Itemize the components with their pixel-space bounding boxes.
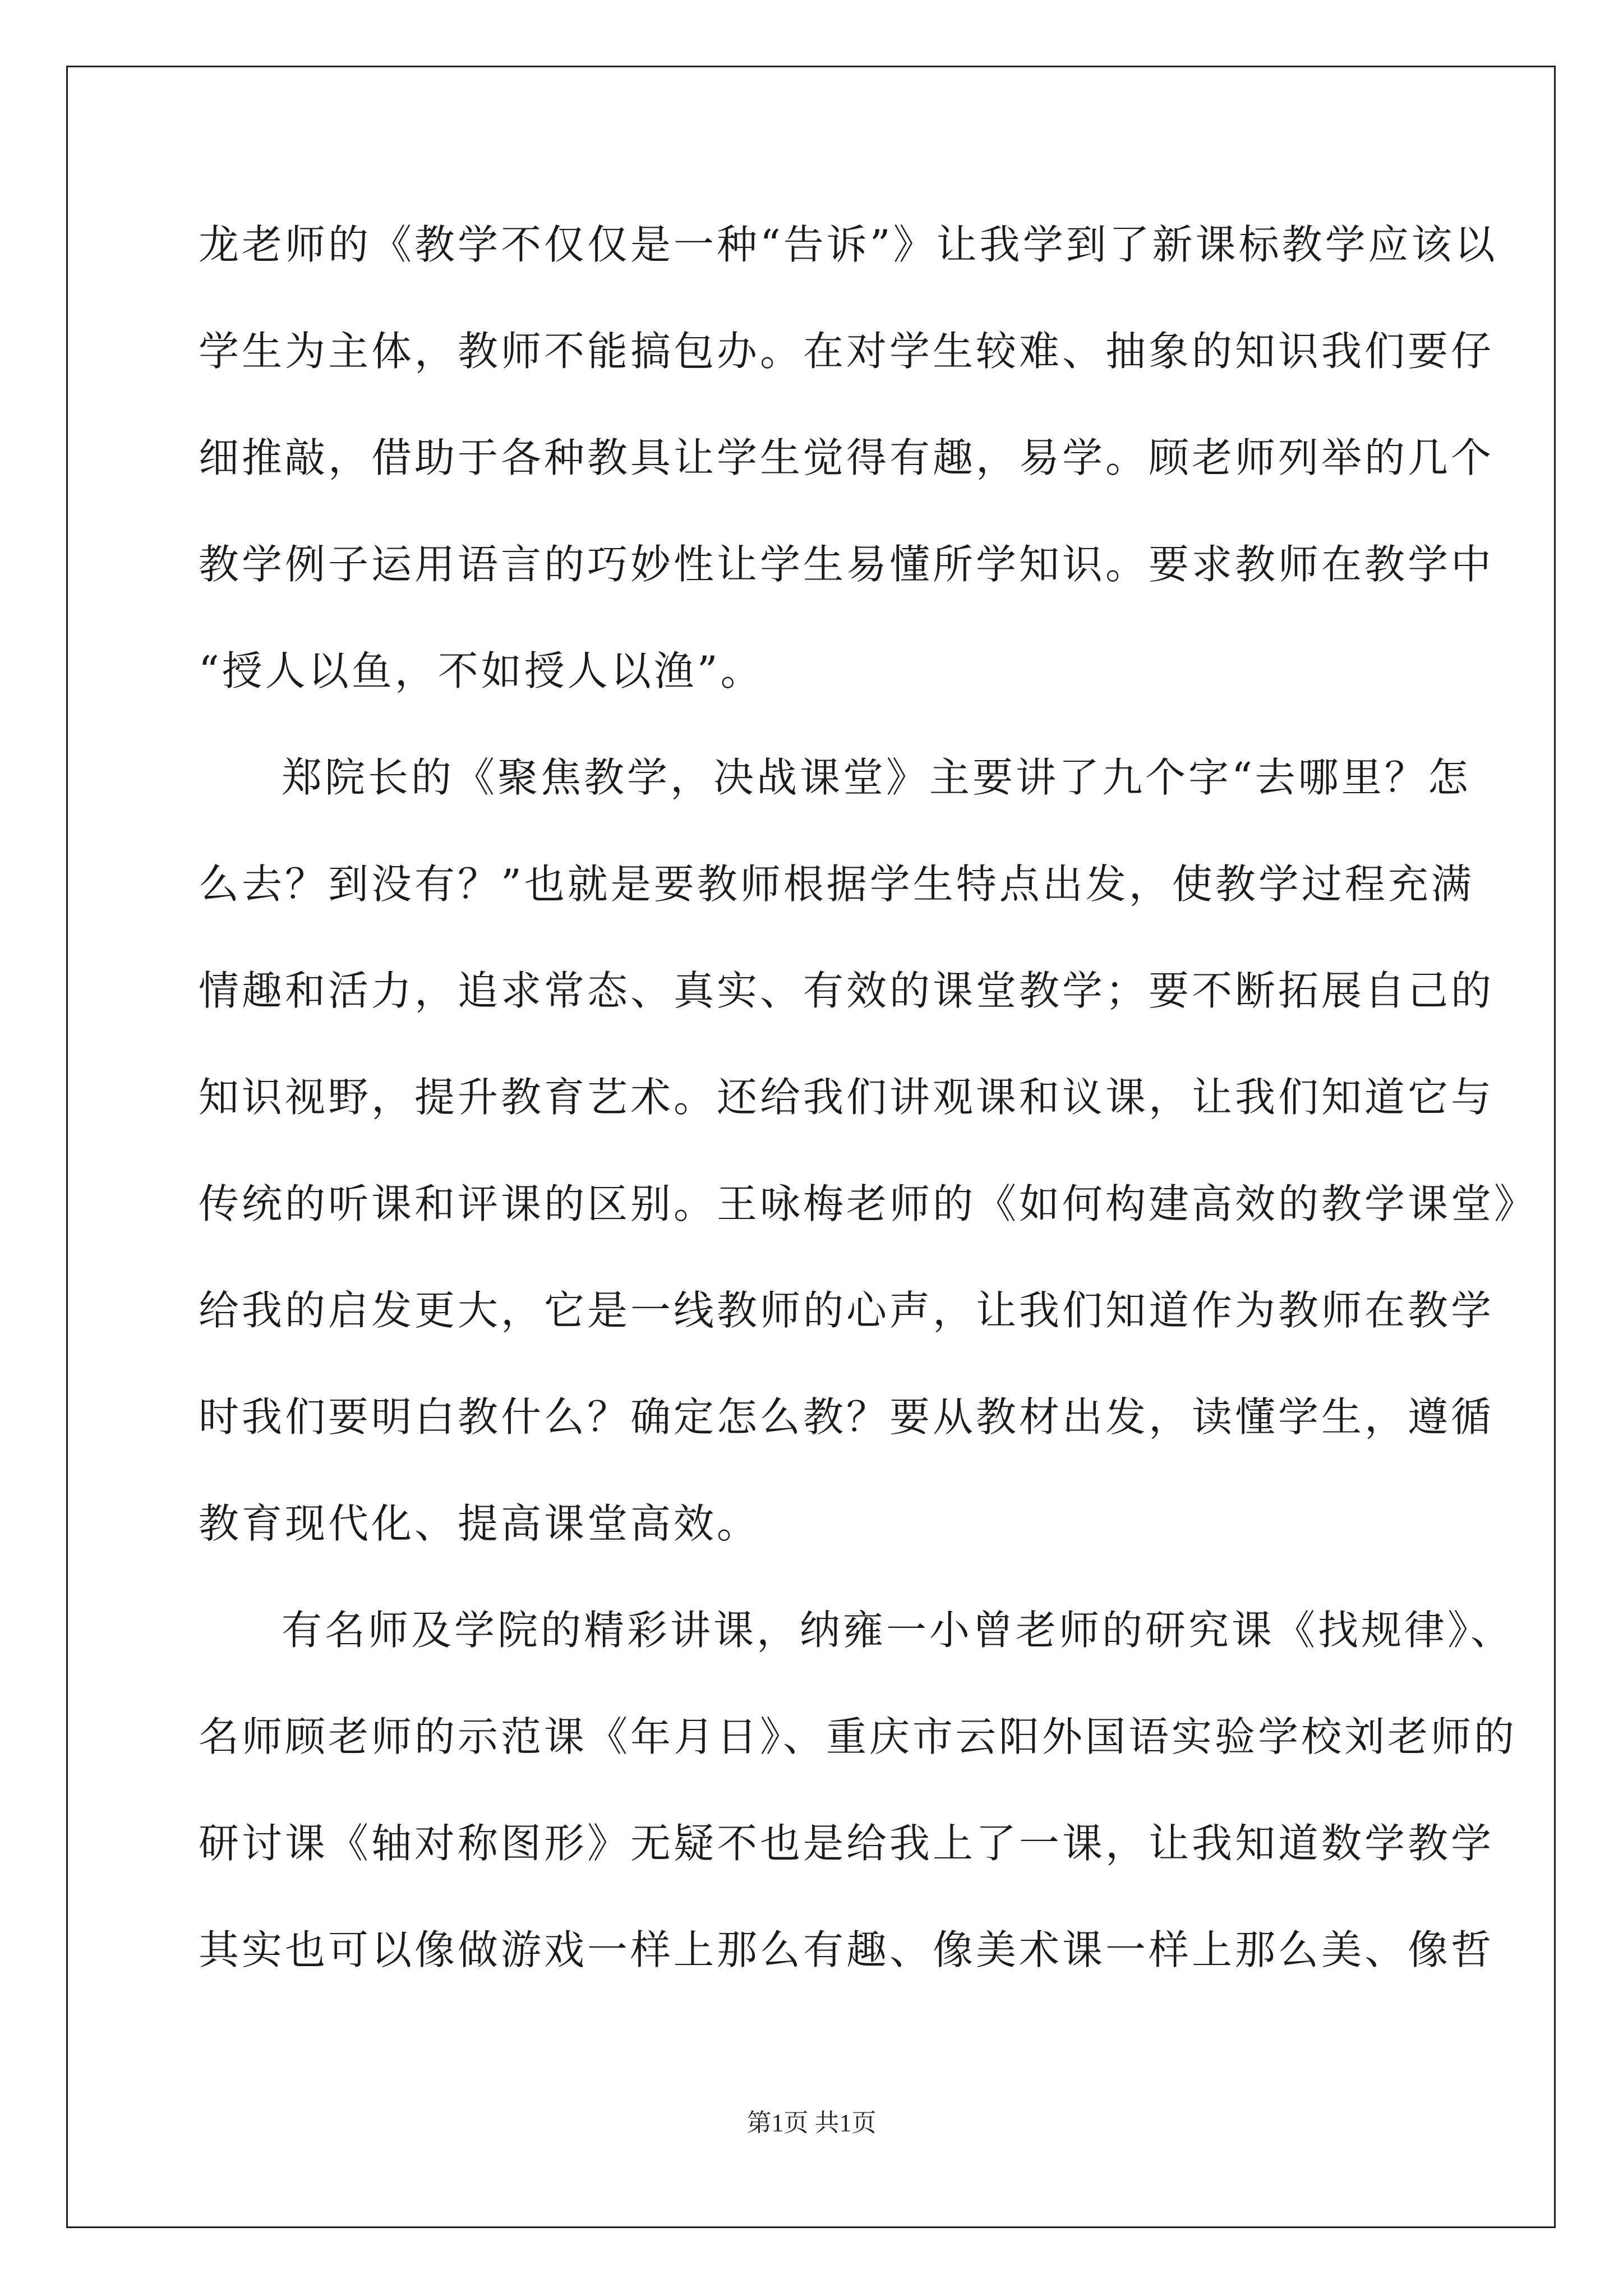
- text-line: 其实也可以像做游戏一样上那么有趣、像美术课一样上那么美、像哲: [199, 1926, 1495, 1973]
- text-line: 给我的启发更大，它是一线教师的心声，让我们知道作为教师在教学: [199, 1287, 1495, 1334]
- paragraph-start-line: 有名师及学院的精彩讲课，纳雍一小曾老师的研究课《找规律》、: [282, 1607, 1514, 1654]
- text-line: 传统的听课和评课的区别。王咏梅老师的《如何构建高效的教学课堂》: [199, 1180, 1538, 1227]
- text-line: 时我们要明白教什么？确定怎么教？要从教材出发，读懂学生，遵循: [199, 1393, 1495, 1441]
- text-line: 研讨课《轴对称图形》无疑不也是给我上了一课，让我知道数学教学: [199, 1820, 1495, 1867]
- text-line: 情趣和活力，追求常态、真实、有效的课堂教学；要不断拓展自己的: [199, 967, 1495, 1014]
- text-line: 学生为主体，教师不能搞包办。在对学生较难、抽象的知识我们要仔: [199, 328, 1495, 375]
- paragraph-start-line: 郑院长的《聚焦教学，决战课堂》主要讲了九个字“去哪里？怎: [282, 754, 1471, 801]
- page-number: 第1页 共1页: [746, 2109, 877, 2137]
- text-line: 么去？到没有？”也就是要教师根据学生特点出发，使教学过程充满: [199, 861, 1474, 908]
- text-line: 龙老师的《教学不仅仅是一种“告诉”》让我学到了新课标教学应该以: [199, 221, 1498, 268]
- text-line: 教育现代化、提高课堂高效。: [199, 1500, 760, 1547]
- text-line: 名师顾老师的示范课《年月日》、重庆市云阳外国语实验学校刘老师的: [199, 1713, 1518, 1760]
- text-line: 细推敲，借助于各种教具让学生觉得有趣，易学。顾老师列举的几个: [199, 434, 1495, 481]
- text-line: 教学例子运用语言的巧妙性让学生易懂所学知识。要求教师在教学中: [199, 541, 1495, 588]
- page-border: [66, 66, 1556, 2228]
- text-line: 知识视野，提升教育艺术。还给我们讲观课和议课，让我们知道它与: [199, 1074, 1495, 1121]
- text-line: “授人以鱼，不如授人以渔”。: [199, 647, 764, 694]
